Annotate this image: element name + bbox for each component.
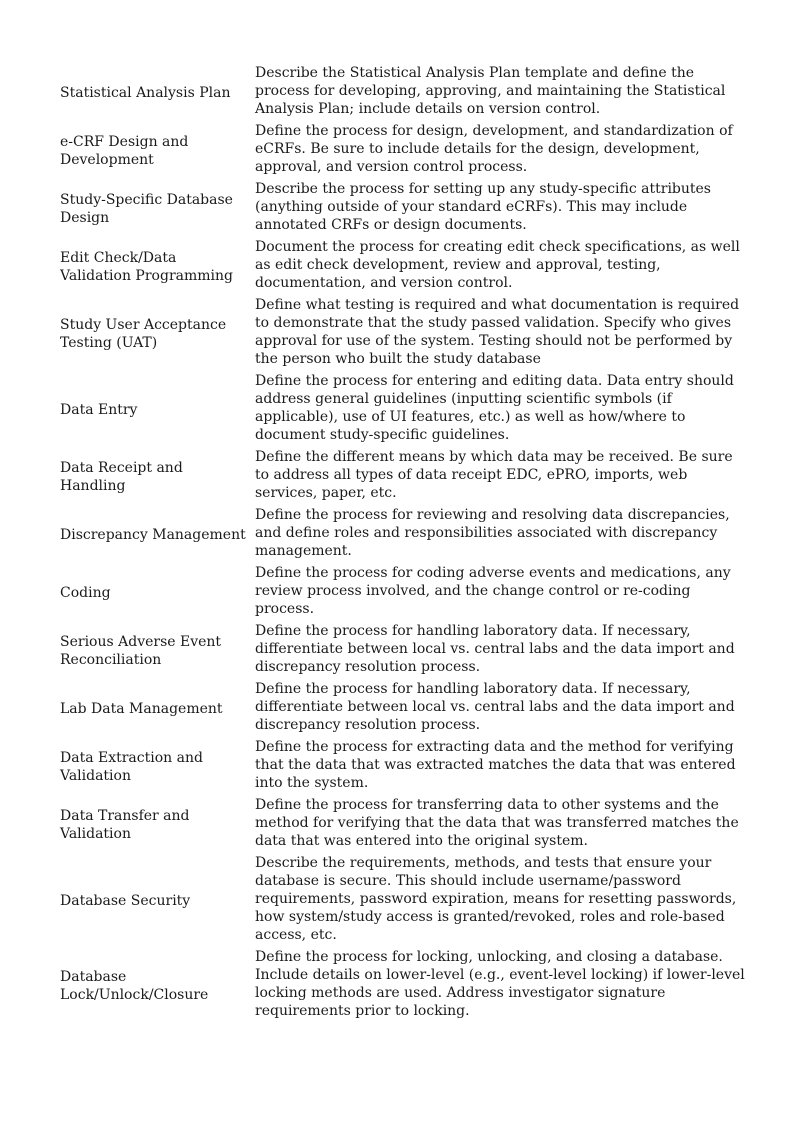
description-cell: Define the process for extracting data and the method for verifying that the data that was extracted matches the data that was entered into the system.: [255, 739, 736, 791]
table-row: [60, 64, 750, 122]
table-row: [60, 296, 750, 372]
description-cell: Describe the Statistical Analysis Plan template and define the process for developing, approving, and maintaining the Statistical Analysis Plan; include details on version control.: [255, 65, 726, 117]
description-cell: Define the process for design, development, and standardization of eCRFs. Be sure to include details for the design, development, approval, and version control process.: [255, 123, 733, 175]
table-row: [60, 948, 750, 1024]
topic-cell: Coding: [60, 585, 111, 601]
sop-topics-table: [60, 64, 750, 1024]
description-cell: Define the process for transferring data to other systems and the method for verifying that the data that was transferred matches the data that was entered into the original system.: [255, 797, 739, 849]
table-row: [60, 238, 750, 296]
description-cell: Define the process for handling laboratory data. If necessary, differentiate between local vs. central labs and the data import and discrepancy resolution process.: [255, 681, 735, 733]
table-row: [60, 180, 750, 238]
table-row: [60, 738, 750, 796]
description-cell: Define the process for reviewing and resolving data discrepancies, and define roles and responsibilities associated with discrepancy management.: [255, 507, 730, 559]
description-cell: Define the process for locking, unlocking, and closing a database. Include details on lower-level (e.g., event-level locking) if lower-level locking methods are used. Address investigator signature requirements prior to locking.: [255, 949, 745, 1019]
table-row: [60, 622, 750, 680]
description-cell: Document the process for creating edit check specifications, as well as edit check development, review and approval, testing, documentation, and version control.: [255, 239, 740, 291]
table-row: [60, 680, 750, 738]
description-cell: Describe the process for setting up any study-specific attributes (anything outside of your standard eCRFs). This may include annotated CRFs or design documents.: [255, 181, 711, 233]
description-cell: Define the different means by which data may be received. Be sure to address all types of data receipt EDC, ePRO, imports, web services, paper, etc.: [255, 449, 733, 501]
table-row: [60, 796, 750, 854]
topic-cell: Statistical Analysis Plan: [60, 85, 231, 101]
topic-cell: Serious Adverse Event Reconciliation: [60, 634, 222, 668]
description-cell: Define the process for handling laboratory data. If necessary, differentiate between local vs. central labs and the data import and discrepancy resolution process.: [255, 623, 735, 675]
topic-cell: Study-Specific Database Design: [60, 192, 233, 226]
topic-cell: Study User Acceptance Testing (UAT): [60, 317, 227, 351]
topic-cell: Database Lock/Unlock/Closure: [60, 969, 209, 1003]
description-cell: Describe the requirements, methods, and tests that ensure your database is secure. This should include username/password requirements, password expiration, means for resetting passwords, how system/study access is granted/revoked, roles and role-based access, etc.: [255, 855, 737, 943]
table-row: [60, 122, 750, 180]
topic-cell: Data Transfer and Validation: [60, 808, 190, 842]
table-row: [60, 564, 750, 622]
topic-cell: Lab Data Management: [60, 701, 223, 717]
topic-cell: Data Entry: [60, 402, 138, 418]
topic-cell: Edit Check/Data Validation Programming: [60, 250, 233, 284]
topic-cell: Discrepancy Management: [60, 527, 246, 543]
table-row: [60, 854, 750, 948]
description-cell: Define the process for entering and editing data. Data entry should address general guidelines (inputting scientific symbols (if applicable), use of UI features, etc.) as well as how/where to document study-specific guidelines.: [255, 373, 734, 443]
topic-cell: e-CRF Design and Development: [60, 134, 189, 168]
description-cell: Define what testing is required and what documentation is required to demonstrate that the study passed validation. Specify who gives approval for use of the system. Testing should not be performed by the person who built the study database: [255, 297, 740, 367]
table-row: [60, 448, 750, 506]
topic-cell: Data Extraction and Validation: [60, 750, 203, 784]
table-row: [60, 372, 750, 448]
topic-cell: Database Security: [60, 893, 191, 909]
table-row: [60, 506, 750, 564]
description-cell: Define the process for coding adverse events and medications, any review process involved, and the change control or re-coding process.: [255, 565, 731, 617]
topic-cell: Data Receipt and Handling: [60, 460, 183, 494]
